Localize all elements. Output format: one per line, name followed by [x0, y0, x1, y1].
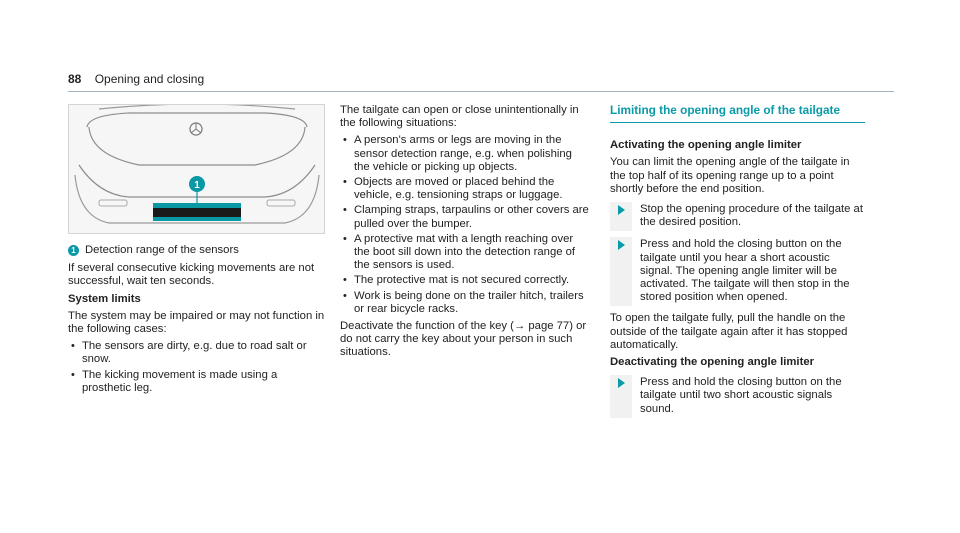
list-item: • Objects are moved or placed behind the vehicle, e.g. tensioning straps or luggage.: [340, 176, 590, 202]
activating-text: You can limit the opening angle of the tailgate in the top half of its opening range up to a point shortly before the end position.: [610, 156, 850, 195]
list-item: • The protective mat is not secured correctly.: [340, 274, 590, 287]
callout-badge: 1: [68, 245, 79, 256]
step-item: [610, 375, 868, 418]
vehicle-rear-illustration: [68, 104, 325, 234]
step-arrow-icon: [610, 237, 632, 250]
list-item: • The sensors are dirty, e.g. due to road salt or snow.: [68, 340, 326, 366]
step-arrow-icon: [610, 202, 632, 215]
activating-heading: Activating the opening angle limiter: [610, 139, 802, 152]
right-column: [610, 104, 868, 424]
figure-caption: [68, 244, 326, 257]
list-item: • A person's arms or legs are moving in the sensor detection range, e.g. when polishing the vehicle or picking up objects.: [340, 134, 590, 174]
system-limits-text: The system may be impaired or may not function in the following cases:: [68, 309, 325, 336]
middle-column: [340, 104, 590, 364]
step-text: Press and hold the closing button on the tailgate until you hear a short acoustic signal. The opening angle limiter will be activated. The tailgate will then stop in the stored position when opened.: [632, 237, 868, 306]
step-item: [610, 202, 868, 231]
open-fully-text: To open the tailgate fully, pull the handle on the outside of the tailgate again after it has stopped automatically.: [610, 312, 848, 351]
step-arrow-icon: [610, 375, 632, 388]
list-item: • Clamping straps, tarpaulins or other covers are pulled over the bumper.: [340, 204, 590, 230]
left-column: [68, 244, 326, 399]
step-text: Press and hold the closing button on the tailgate until two short acoustic signals sound.: [632, 375, 868, 418]
deactivating-heading: Deactivating the opening angle limiter: [610, 356, 815, 369]
list-item: • A protective mat with a length reaching over the boot sill down into the detection range of the sensors is used.: [340, 233, 590, 273]
list-item: • The kicking movement is made using a prosthetic leg.: [68, 369, 326, 395]
section-name: Opening and closing: [94, 72, 205, 86]
system-limits-heading: System limits: [68, 292, 141, 305]
list-item: • Work is being done on the trailer hitch, trailers or rear bicycle racks.: [340, 290, 590, 316]
system-limits-list: [68, 340, 326, 395]
situations-intro: The tailgate can open or close unintentionally in the following situations:: [340, 104, 579, 130]
intro-paragraph: If several consecutive kicking movements are not successful, wait ten seconds.: [68, 262, 315, 288]
caption-text: Detection range of the sensors: [85, 244, 239, 256]
page-header: [68, 72, 204, 86]
step-text: Stop the opening procedure of the tailgate at the desired position.: [632, 202, 868, 231]
svg-text:1: 1: [194, 180, 200, 191]
situations-list: [340, 134, 590, 316]
section-title: Limiting the opening angle of the tailgate: [610, 104, 865, 123]
page-number: 88: [68, 72, 82, 86]
header-rule: [68, 91, 894, 92]
deactivate-paragraph: Deactivate the function of the key (→ page 77) or do not carry the key about your person in such situations.: [340, 320, 587, 359]
step-item: [610, 237, 868, 306]
